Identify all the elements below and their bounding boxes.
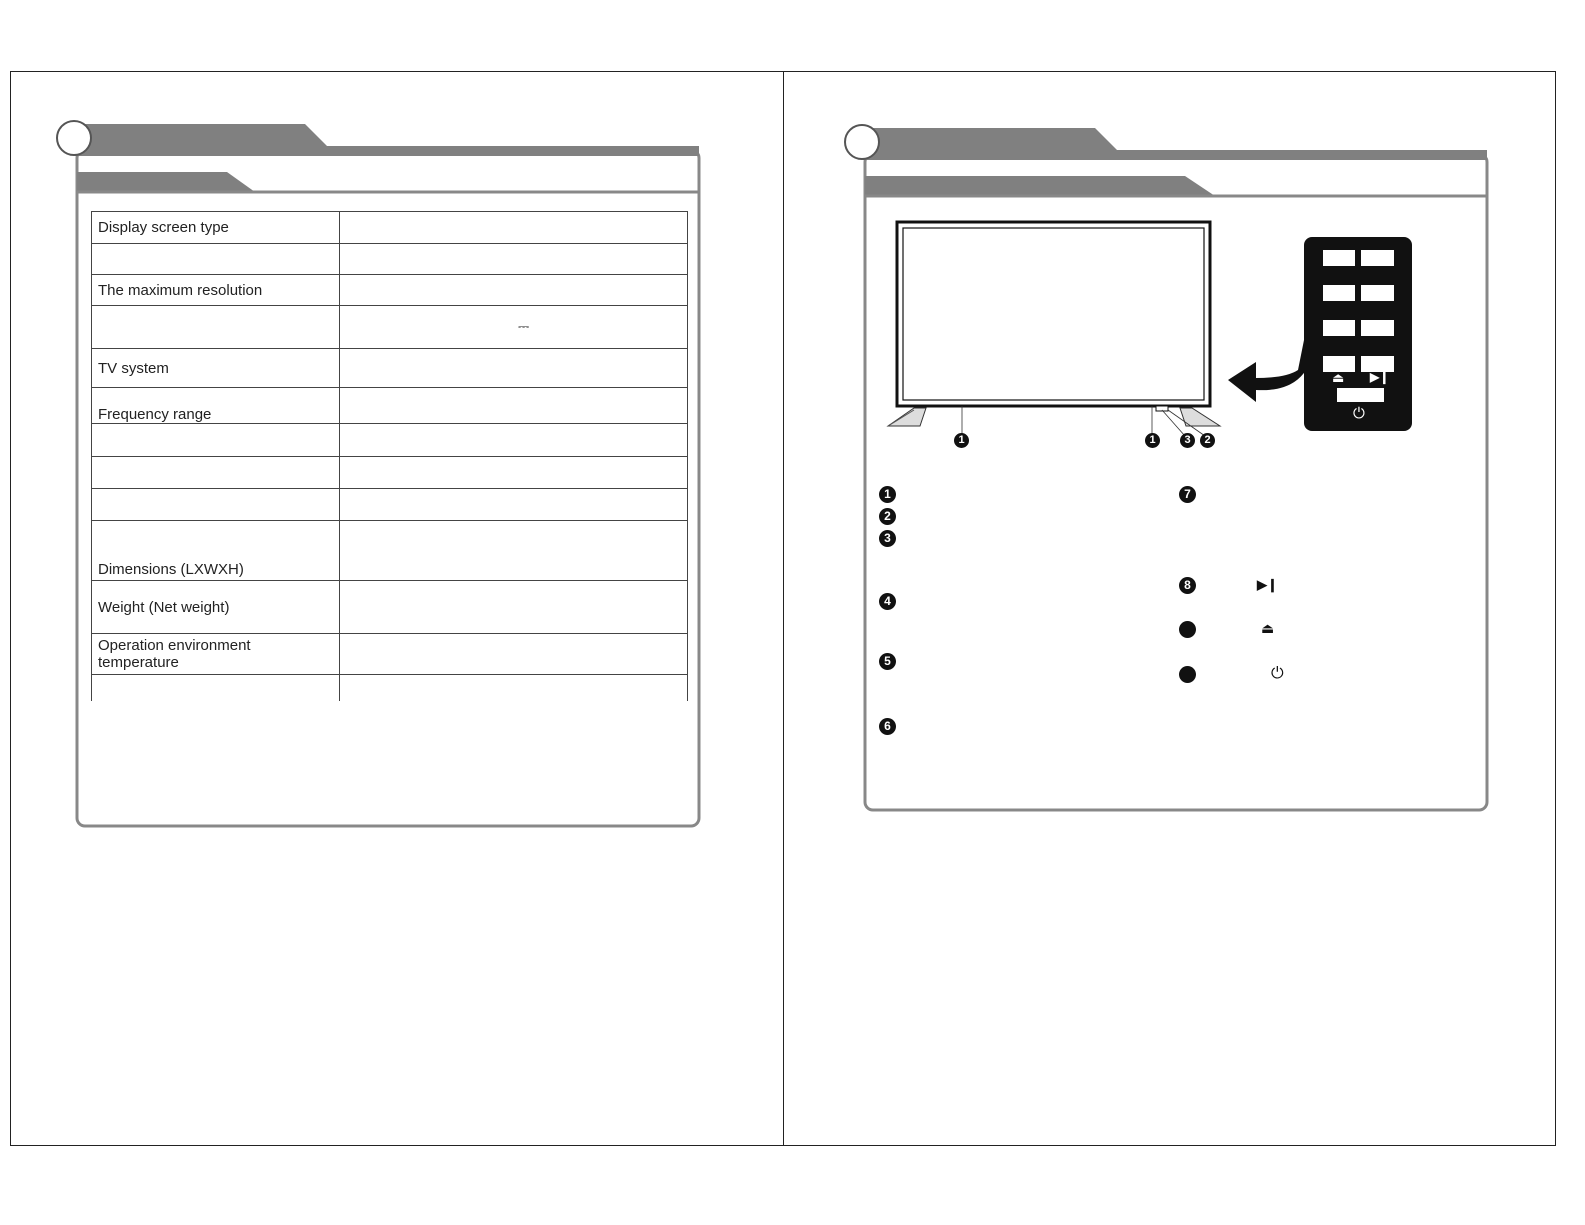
spec-row xyxy=(92,244,688,275)
tv-front-illustration xyxy=(880,218,1230,438)
spec-row xyxy=(92,424,688,457)
spec-row xyxy=(92,489,688,521)
play-pause-icon: ▶❙ xyxy=(1370,370,1390,384)
spec-value xyxy=(340,424,688,457)
spec-label: The maximum resolution xyxy=(92,275,340,306)
eject-icon: ⏏ xyxy=(1261,620,1275,636)
spec-row xyxy=(92,212,688,244)
legend-number: 8 xyxy=(1179,577,1196,594)
spec-row xyxy=(92,388,688,424)
spec-value xyxy=(340,521,688,581)
spec-label: Display screen type xyxy=(92,212,340,244)
spec-value xyxy=(340,388,688,424)
spec-row xyxy=(92,457,688,489)
spec-label xyxy=(92,244,340,275)
spec-row xyxy=(92,634,688,675)
side-control-panel xyxy=(1303,236,1413,432)
spec-label xyxy=(92,489,340,521)
spec-label: TV system xyxy=(92,349,340,388)
spec-value xyxy=(340,306,688,349)
legend-number: 3 xyxy=(879,530,896,547)
spec-value xyxy=(340,489,688,521)
spec-row xyxy=(92,521,688,581)
pointer-arrow-icon xyxy=(1226,340,1308,406)
dc-symbol: ⎓ xyxy=(518,318,530,334)
legend-number: 2 xyxy=(879,508,896,525)
legend-number: 4 xyxy=(879,593,896,610)
power-icon: ⏻ xyxy=(1353,405,1365,422)
spec-value xyxy=(340,275,688,306)
spec-value xyxy=(340,634,688,675)
spec-value xyxy=(340,457,688,489)
callout-number: 3 xyxy=(1180,433,1195,448)
spec-row xyxy=(92,275,688,306)
spec-row xyxy=(92,306,688,349)
spec-label xyxy=(92,306,340,349)
spec-value xyxy=(340,244,688,275)
legend-number: 5 xyxy=(879,653,896,670)
spec-label xyxy=(92,675,340,701)
callout-number: 1 xyxy=(1145,433,1160,448)
callout-number: 2 xyxy=(1200,433,1215,448)
spec-label: Dimensions (LXWXH) xyxy=(92,521,340,581)
spec-value xyxy=(340,212,688,244)
spec-value xyxy=(340,349,688,388)
legend-number: 6 xyxy=(879,718,896,735)
spec-value xyxy=(340,675,688,701)
spec-label: Weight (Net weight) xyxy=(92,581,340,634)
spec-value xyxy=(340,581,688,634)
callout-number: 1 xyxy=(954,433,969,448)
legend-number: 1 xyxy=(879,486,896,503)
spec-label: Operation environment temperature xyxy=(92,634,340,675)
eject-icon: ⏏ xyxy=(1332,370,1345,385)
spec-label xyxy=(92,424,340,457)
spec-row xyxy=(92,675,688,701)
spec-label xyxy=(92,457,340,489)
legend-number: 7 xyxy=(1179,486,1196,503)
spec-row xyxy=(92,581,688,634)
spec-label: Frequency range xyxy=(92,388,340,424)
legend-blank-marker xyxy=(1179,666,1196,683)
power-icon: ⏻ xyxy=(1271,665,1284,682)
specification-table xyxy=(91,211,688,701)
play-pause-icon: ▶❙ xyxy=(1257,577,1278,592)
legend-blank-marker xyxy=(1179,621,1196,638)
spec-row xyxy=(92,349,688,388)
